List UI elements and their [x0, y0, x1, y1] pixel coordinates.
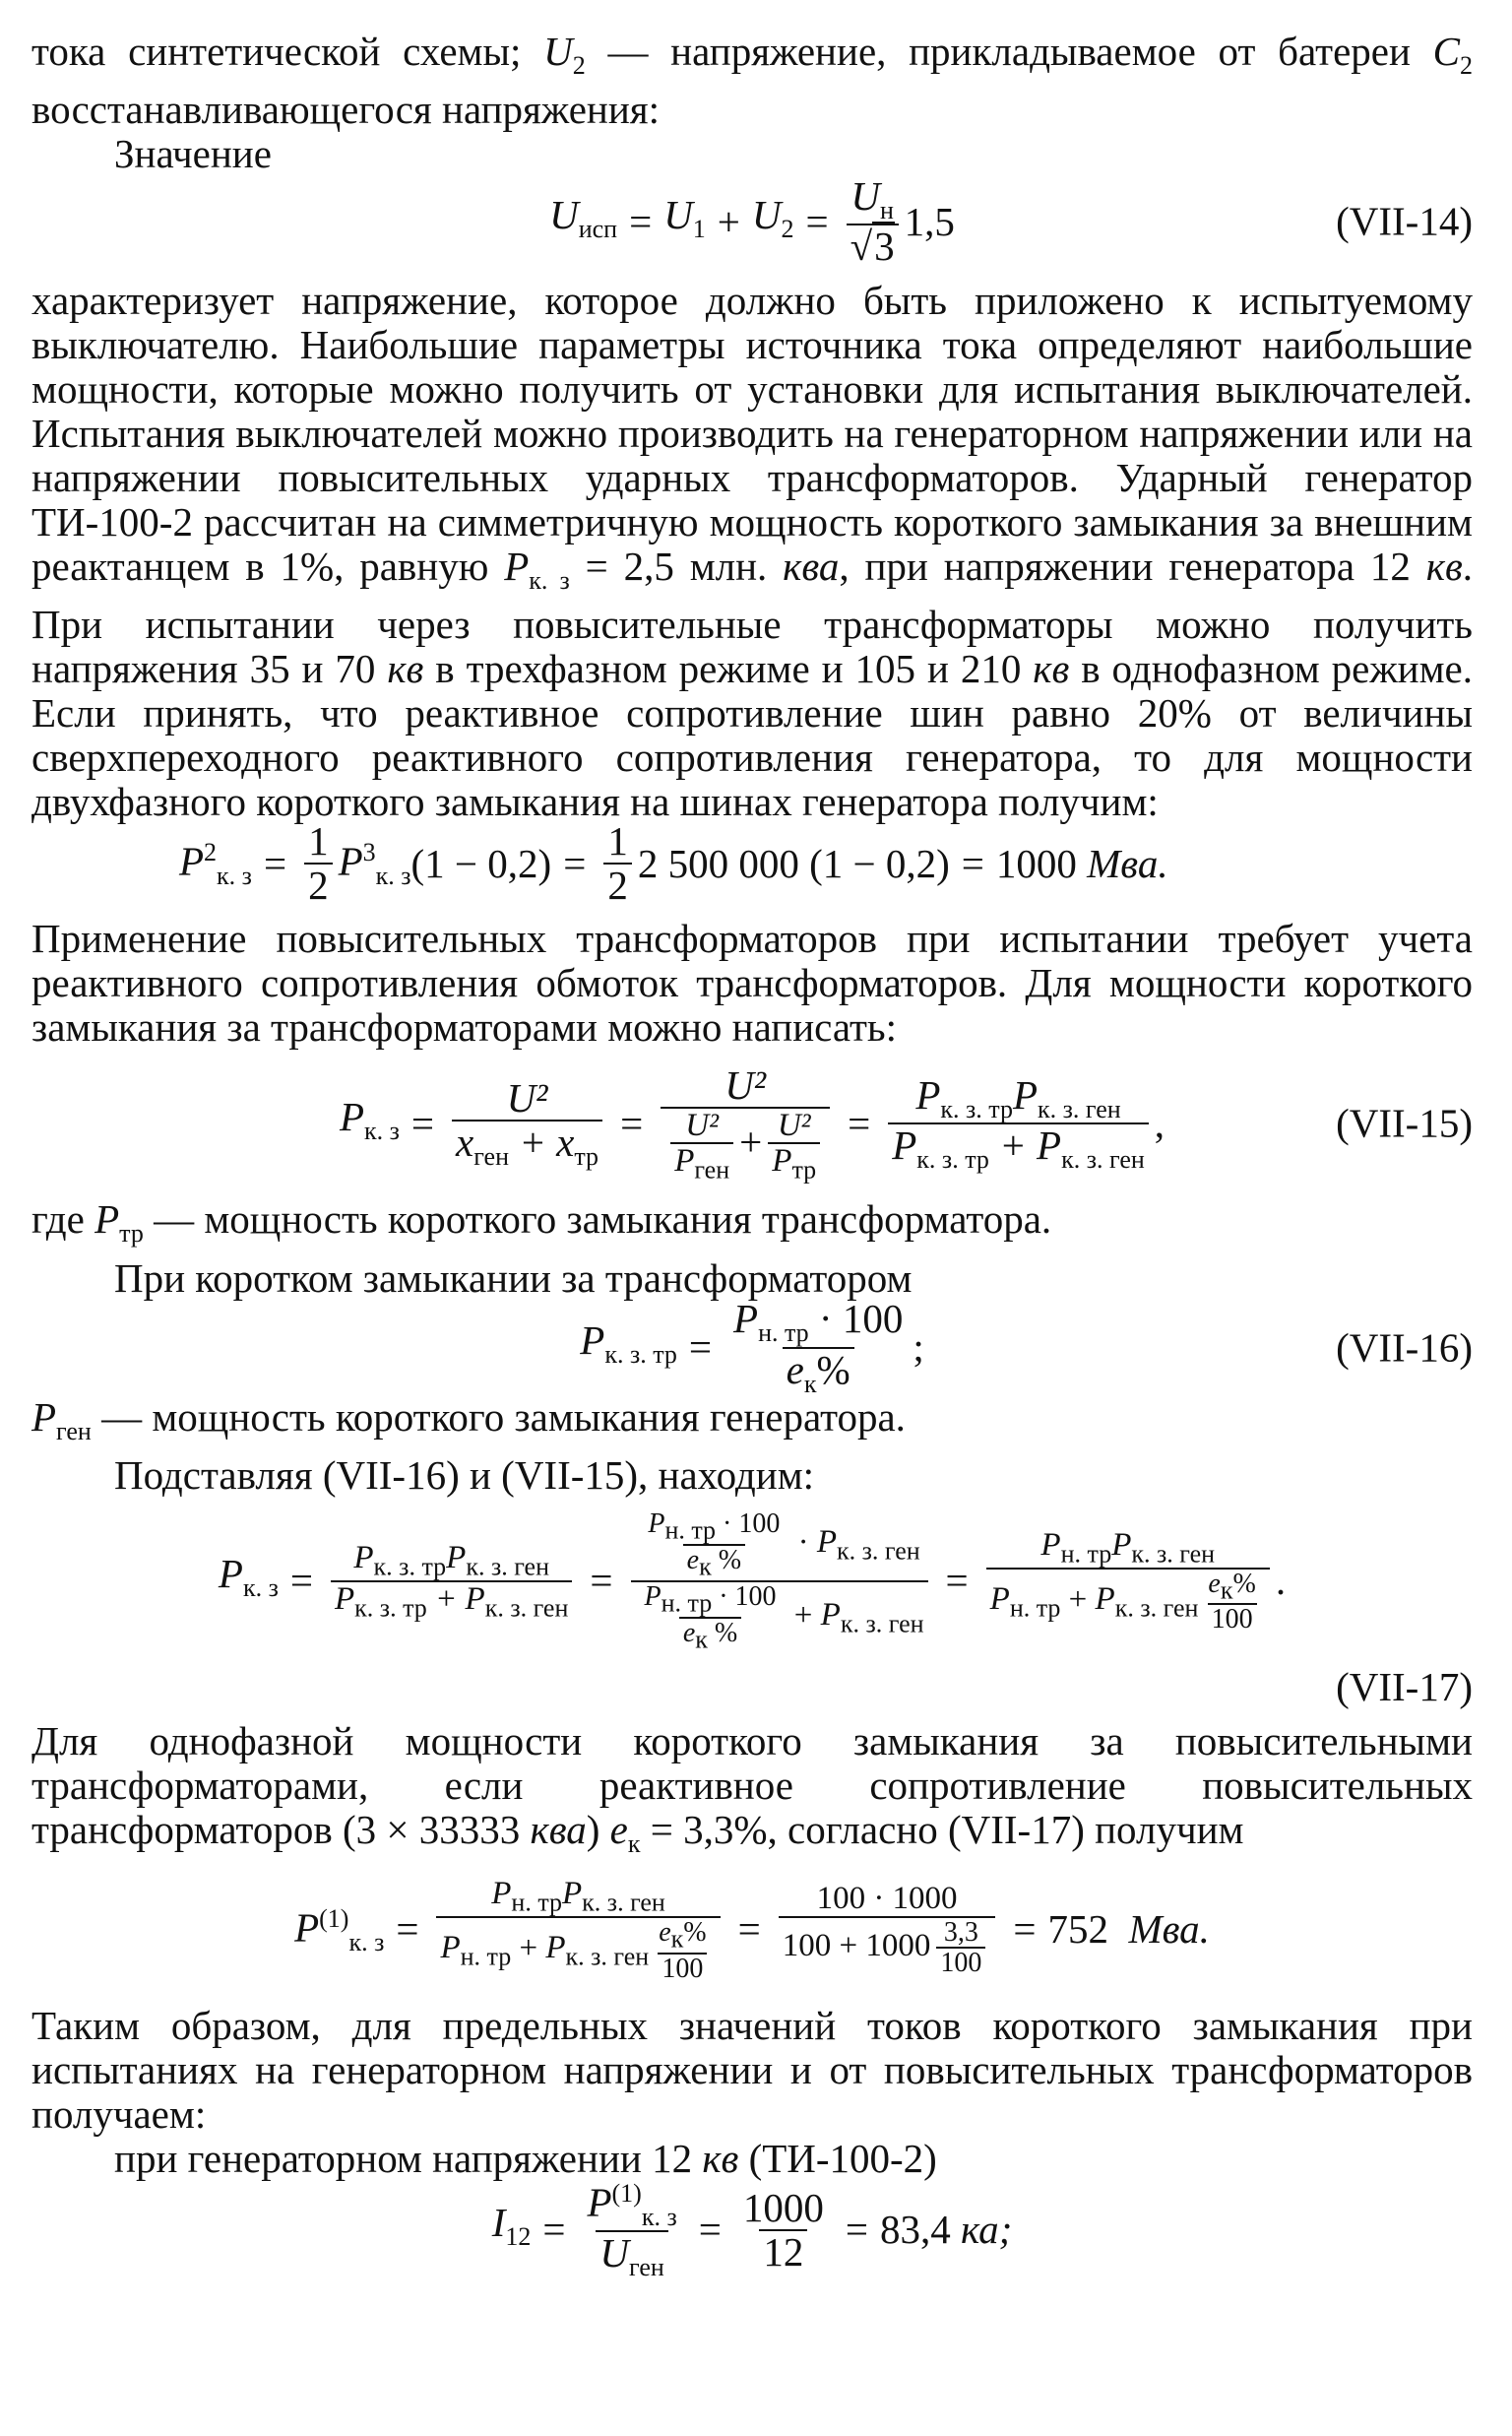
symbol-u2: $U_2$ [543, 29, 586, 81]
where-ptr-line: где $P_{тр}$ — мощность короткого замыкания трансформатора. [32, 1196, 1052, 1249]
equation-vii-17: $P_{к. з}$ = $\frac{P_{к. з. тр}P_{к. з. ген}}{P_{к. з. тр} + P_{к. з. ген}}$ = $\frac{P_{н. тр} \cdot 100}{e_к \%}$ · $P_{к. з. ген}$ $\frac{P_{н. тр} \cdot 100}{e_к \%}$ + $P_{к. з. ген}$ = $P_{н. тр}P_{к. з. ген}$ $P_{н. тр} + P_{к. з. ген}$ $\frac{e_к\%}{100}$ . [218, 1507, 1287, 1654]
equation-two-phase-power: $P^2_{к. з}$ = $\frac{1}{2}$ $P^3_{к. з}$ (1 − 0,2) = $\frac{1}{2}$ 2 500 000 (1 − 0,2) = 1000 Мва. [179, 818, 1168, 909]
equation-i12: $I_{12}$ = $\frac{P^{(1)}_{к. з}}{U_{ген}}$ = $\frac{1000}{12}$ = 83,4 ка; [491, 2178, 1013, 2281]
equation-vii-16: $P_{к. з. тр}$ = $\frac{P_{н. тр} \cdot 100}{e_к\%}$ ; (VII-16) [580, 1296, 1473, 1398]
symbol-c2: $C_2$ [1432, 29, 1473, 81]
znachenie-text: Значение [114, 131, 272, 177]
podstavlyaya-text: Подставляя (VII-16) и (VII-15), находим: [114, 1451, 815, 1498]
equation-number-vii-15: (VII-15) [1336, 1100, 1473, 1146]
paragraph-6: при генераторном напряжении 12 кв (ТИ-100-2) [114, 2135, 937, 2181]
equation-single-phase-power: $P^{(1)}_{к. з}$ = $P_{н. тр}P_{к. з. ген}$ $P_{н. тр} + P_{к. з. ген}$ $\frac{e_к\%}{100}$ = 100 · 1000 100 + 1000 $\frac{3,3}{100}$ = 752 Мва. [294, 1875, 1210, 1984]
paragraph-3: Применение повысительных трансформаторов при испытании требует учета реактивного сопротивления обмоток трансформаторов. Для мощности короткого замыкания за трансформаторами можно написать: [32, 916, 1473, 1051]
pgen-line: $P_{ген}$ — мощность короткого замыкания генератора. [32, 1393, 906, 1445]
fraction-un-sqrt3: $\frac{U_н}{√3}$ [847, 175, 899, 269]
paragraph-4: Для однофазной мощности короткого замыкания за повысительными трансформаторами, если реактивное сопротивление повысительных трансформаторов (3 × 33333 ква) $e_к = 3,3\%$, согласно (VII-17) получим [32, 1717, 1473, 1858]
paragraph-2: характеризует напряжение, которое должно быть приложено к испытуемому выключателю. Наибольшие параметры источника тока определяют наибольшие мощности, которые можно получить от установки для испытания выключателей. Испытания выключателей можно производить на генераторном напряжении или на напряжении повысительных ударных трансформаторов. Ударный генератор ТИ-100-2 рассчитан на симметричную мощность короткого замыкания за внешним реактанцем в 1%, равную $P_{к. з} = 2,5$ млн. ква, при напряжении генератора 12 кв. При испытании через повысительные трансформаторы можно получить напряжения 35 и 70 кв в трехфазном режиме и 105 и 210 кв в однофазном режиме. Если принять, что реактивное сопротивление шин равно 20% от величины сверхпереходного реактивного сопротивления генератора, то для мощности двухфазного короткого замыкания на шинах генератора получим: [32, 278, 1474, 825]
paragraph-5: Таким образом, для предельных значений токов короткого замыкания при испытаниях на генераторном напряжении и от повысительных трансформаторов получаем: [32, 2002, 1473, 2137]
paragraph-1: тока синтетической схемы; $U_2$ — напряжение, прикладываемое от батереи $C_2$ восстанавливающегося напряжения: [32, 29, 1473, 133]
pri-kz-text: При коротком замыкании за трансформатором [114, 1254, 913, 1301]
equation-vii-14: $U_{исп}$ = $U_1$ + $U_2$ = $\frac{U_н}{√3}$ 1,5 (VII-14) [549, 172, 1473, 270]
equation-number-vii-16: (VII-16) [1336, 1324, 1473, 1371]
equation-number-vii-14: (VII-14) [1336, 198, 1473, 244]
equation-vii-15: $P_{к. з}$ = $\frac{\text{U²}}{x_{ген} + x_{тр}}$ = U² $\frac{\text{U²}}{P_{ген}}$ + $\frac{\text{U²}}{P_{тр}}$ = $\frac{P_{к. з. тр}P_{к. з. ген}}{P_{к. з. тр} + P_{к. з. ген}}$ , (VII-15) [339, 1061, 1473, 1185]
equation-number-vii-17: (VII-17) [1336, 1663, 1473, 1709]
